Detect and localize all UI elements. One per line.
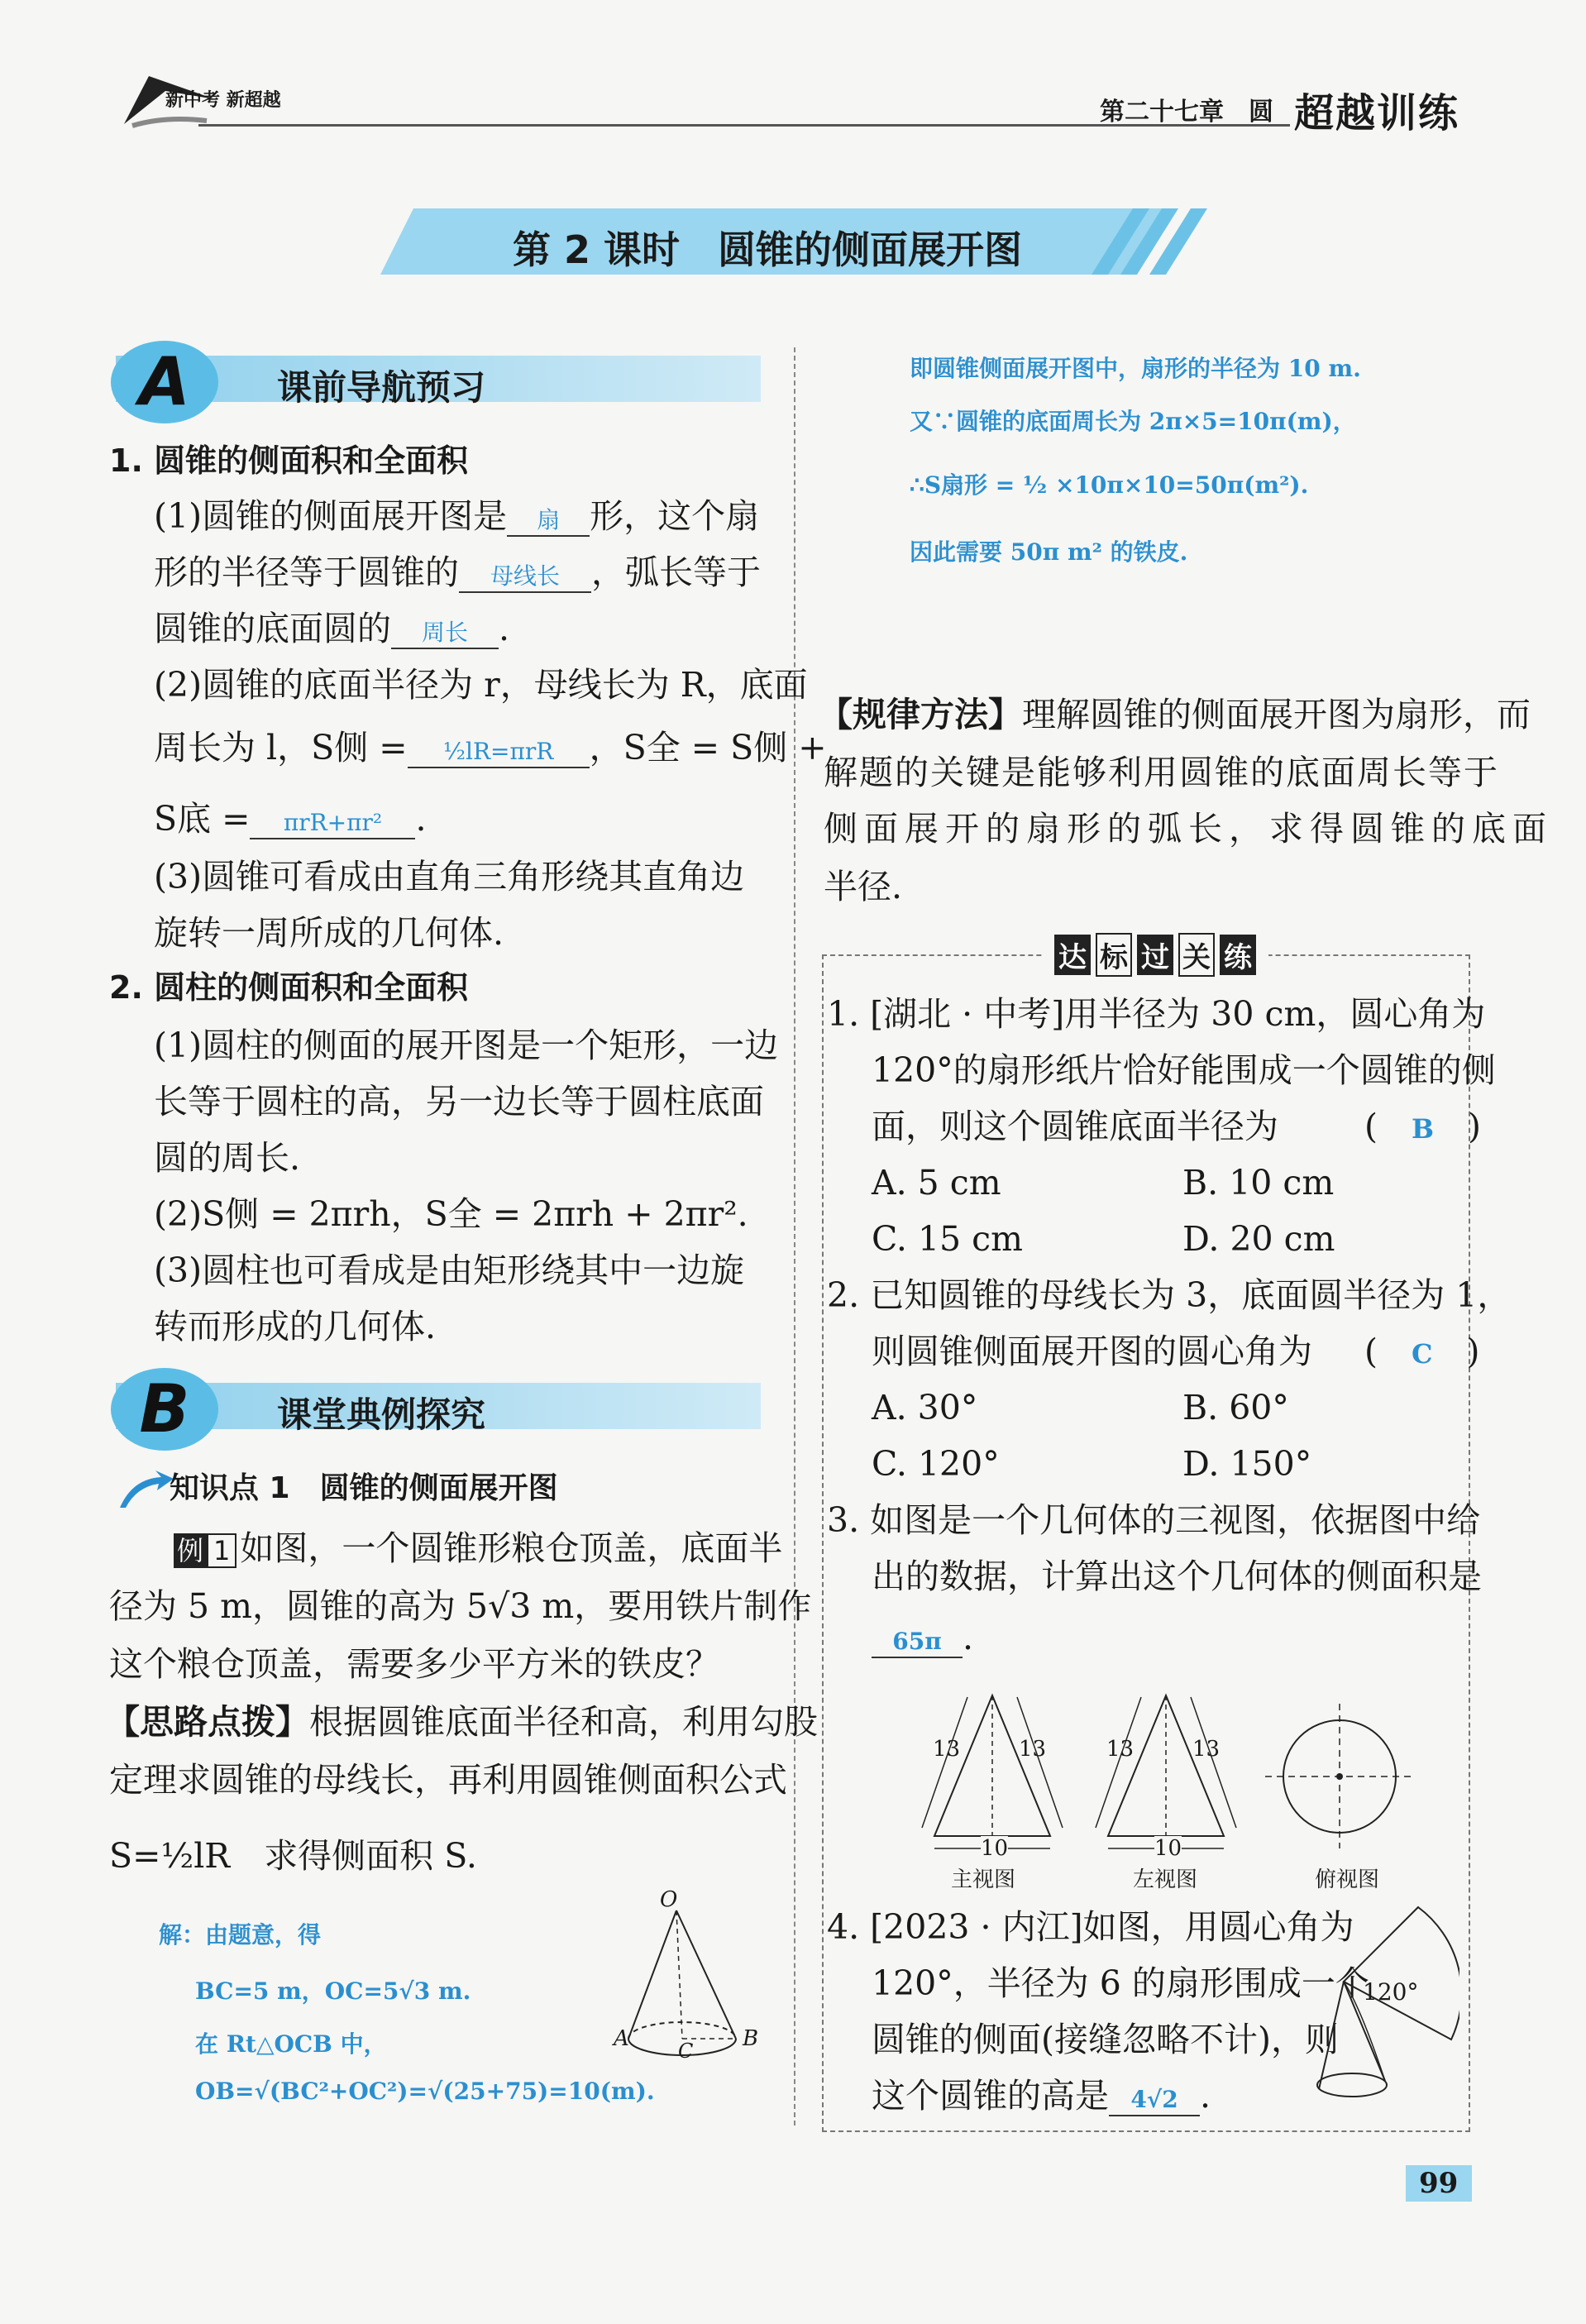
formula-half-lR: ½lR <box>160 1836 231 1876</box>
hint-tag: 【思路点拨】 <box>106 1702 309 1742</box>
q2-line-4: (2)S侧 = 2πrh，S全 = 2πrh + 2πr². <box>154 1194 748 1234</box>
q1-line-1: (1)圆锥的侧面展开图是 扇 形，这个扇 <box>154 496 760 536</box>
hint-line-2: 定理求圆锥的母线长，再利用圆锥侧面积公式 <box>109 1760 787 1800</box>
side-slant-right: 13 <box>1192 1737 1221 1762</box>
front-base: 10 <box>981 1836 1009 1861</box>
brand-text: 新中考 新超越 <box>165 90 281 111</box>
solution-line-4: OB=√(BC²+OC²)=√(25+75)=10(m). <box>195 2078 655 2105</box>
side-base: 10 <box>1154 1836 1182 1861</box>
solution-line-7: ∴S扇形 = ½ ×10π×10=50π(m²). <box>910 471 1309 499</box>
p1-option-c: C. 15 cm <box>872 1219 1024 1259</box>
q1-line-8: 旋转一周所成的几何体. <box>154 913 504 953</box>
series-title: 超越训练 <box>1294 90 1460 136</box>
example-number: 1 <box>207 1533 236 1568</box>
p1-option-b: B. 10 cm <box>1182 1163 1335 1203</box>
p1-option-d: D. 20 cm <box>1182 1219 1335 1259</box>
answer-blank-5: πrR+πr² <box>250 811 415 839</box>
p2-line-2: 则圆锥侧面展开图的圆心角为 <box>872 1332 1312 1371</box>
q2-title: 2. 圆柱的侧面积和全面积 <box>109 969 469 1006</box>
sector-cone-figure <box>1294 1899 1459 2114</box>
section-a-badge: A <box>111 341 218 423</box>
example-line-2: 径为 5 m，圆锥的高为 5√3 m，要用铁片制作 <box>109 1586 812 1626</box>
p1-answer: ( B ) <box>1364 1107 1482 1146</box>
section-a-title: 课前导航预习 <box>277 367 486 408</box>
hint-line-3: S=½lR 求得侧面积 S. <box>109 1836 477 1876</box>
practice-label: 达 标 过 关 练 <box>1042 933 1268 977</box>
front-slant-left: 13 <box>933 1737 961 1762</box>
q1-line-5: 周长为 l，S侧 = ½lR=πrR ，S全 = S侧 + <box>154 728 827 767</box>
method-tag: 【规律方法】 <box>819 695 1022 734</box>
lesson-title: 第 2 课时 圆锥的侧面展开图 <box>513 227 1023 272</box>
q2-line-3: 圆的周长. <box>154 1138 301 1178</box>
example-line-3: 这个粮仓顶盖，需要多少平方米的铁皮？ <box>109 1644 719 1684</box>
p2-option-b: B. 60° <box>1182 1388 1289 1427</box>
page-number: 99 <box>1419 2167 1459 2200</box>
q2-line-1: (1)圆柱的侧面的展开图是一个矩形，一边 <box>154 1026 779 1065</box>
side-view-label: 左视图 <box>1133 1867 1198 1892</box>
p1-line-3: 面，则这个圆锥底面半径为 <box>872 1107 1278 1146</box>
p4-line-4: 这个圆锥的高是 4√2 . <box>872 2076 1211 2116</box>
q2-line-2: 长等于圆柱的高，另一边长等于圆柱底面 <box>154 1082 764 1121</box>
section-b-badge: B <box>111 1368 218 1451</box>
p2-option-a: A. 30° <box>872 1388 978 1427</box>
q2-line-5: (3)圆柱也可看成是由矩形绕其中一边旋 <box>154 1250 745 1290</box>
method-line-4: 半径. <box>824 867 903 906</box>
example-line-1: 例 1 如图，一个圆锥形粮仓顶盖，底面半 <box>174 1528 782 1569</box>
p3-answer-line: 65π . <box>872 1618 973 1658</box>
solution-line-8: 因此需要 50π m² 的铁皮. <box>910 538 1188 566</box>
p4-line-3: 圆锥的侧面(接缝忽略不计)，则 <box>872 2020 1339 2059</box>
solution-line-2: BC=5 m，OC=5√3 m. <box>195 1977 471 2005</box>
three-views-figure <box>901 1679 1431 1861</box>
front-view-label: 主视图 <box>951 1867 1016 1892</box>
front-slant-right: 13 <box>1019 1737 1047 1762</box>
q1-line-2: 形的半径等于圆锥的 母线长 ，弧长等于 <box>154 552 761 592</box>
fig-label-o: O <box>660 1887 678 1912</box>
fig-label-a: A <box>614 2026 629 2051</box>
q1-line-3: 圆锥的底面圆的 周长 . <box>154 609 510 648</box>
p4-line-2: 120°，半径为 6 的扇形围成一个 <box>872 1963 1369 2003</box>
answer-blank-3: 周长 <box>391 621 499 649</box>
q2-line-6: 转而形成的几何体. <box>154 1307 437 1346</box>
column-divider <box>794 347 795 2126</box>
p2-answer: ( C ) <box>1364 1332 1480 1371</box>
q1-line-7: (3)圆锥可看成由直角三角形绕其直角边 <box>154 857 745 897</box>
solution-line-5: 即圆锥侧面展开图中，扇形的半径为 10 m. <box>910 355 1361 382</box>
q1-line-6: S底 = πrR+πr² . <box>154 799 427 839</box>
arrow-icon <box>116 1470 174 1512</box>
p3-answer: 65π <box>872 1630 963 1658</box>
side-slant-left: 13 <box>1106 1737 1135 1762</box>
answer-blank-4: ½lR=πrR <box>408 740 590 768</box>
p1-line-1: 1. [湖北 · 中考]用半径为 30 cm，圆心角为 <box>827 994 1486 1034</box>
answer-blank-2: 母线长 <box>459 565 591 593</box>
solution-line-1: 解：由题意，得 <box>159 1921 322 1949</box>
p3-line-2: 出的数据，计算出这个几何体的侧面积是 <box>872 1557 1482 1596</box>
q1-title: 1. 圆锥的侧面积和全面积 <box>109 442 469 479</box>
p2-line-1: 2. 已知圆锥的母线长为 3，底面圆半径为 1， <box>827 1275 1512 1315</box>
p2-option-d: D. 150° <box>1182 1444 1312 1484</box>
answer-blank-1: 扇 <box>507 509 590 537</box>
fig-label-b: B <box>743 2026 759 2051</box>
chapter-label: 第二十七章 圆 <box>1100 98 1273 127</box>
example-tag: 例 <box>174 1533 207 1568</box>
p1-line-2: 120°的扇形纸片恰好能围成一个圆锥的侧 <box>872 1050 1496 1090</box>
hint-line-1: 【思路点拨】根据圆锥底面半径和高，利用勾股 <box>106 1702 818 1742</box>
solution-line-3: 在 Rt△OCB 中， <box>195 2030 387 2058</box>
p4-answer: 4√2 <box>1109 2088 1200 2116</box>
p3-line-1: 3. 如图是一个几何体的三视图，依据图中给 <box>827 1500 1481 1540</box>
solution-line-6: 又∵圆锥的底面周长为 2π×5=10π(m)， <box>910 408 1356 435</box>
top-view-label: 俯视图 <box>1315 1867 1380 1892</box>
sector-angle-label: 120° <box>1363 1978 1419 2006</box>
p4-line-1: 4. [2023 · 内江]如图，用圆心角为 <box>827 1907 1354 1947</box>
p1-option-a: A. 5 cm <box>872 1163 1001 1203</box>
method-line-1: 【规律方法】理解圆锥的侧面展开图为扇形，而 <box>819 695 1531 734</box>
knowledge-point: 知识点 1 圆锥的侧面展开图 <box>170 1471 558 1505</box>
method-line-3: 侧面展开的扇形的弧长，求得圆锥的底面 <box>824 809 1553 849</box>
fig-label-c: C <box>678 2039 694 2063</box>
section-b-title: 课堂典例探究 <box>277 1394 486 1435</box>
method-line-2: 解题的关键是能够利用圆锥的底面周长等于 <box>824 753 1499 792</box>
p2-option-c: C. 120° <box>872 1444 1000 1484</box>
q1-line-4: (2)圆锥的底面半径为 r，母线长为 R，底面 <box>154 665 808 705</box>
